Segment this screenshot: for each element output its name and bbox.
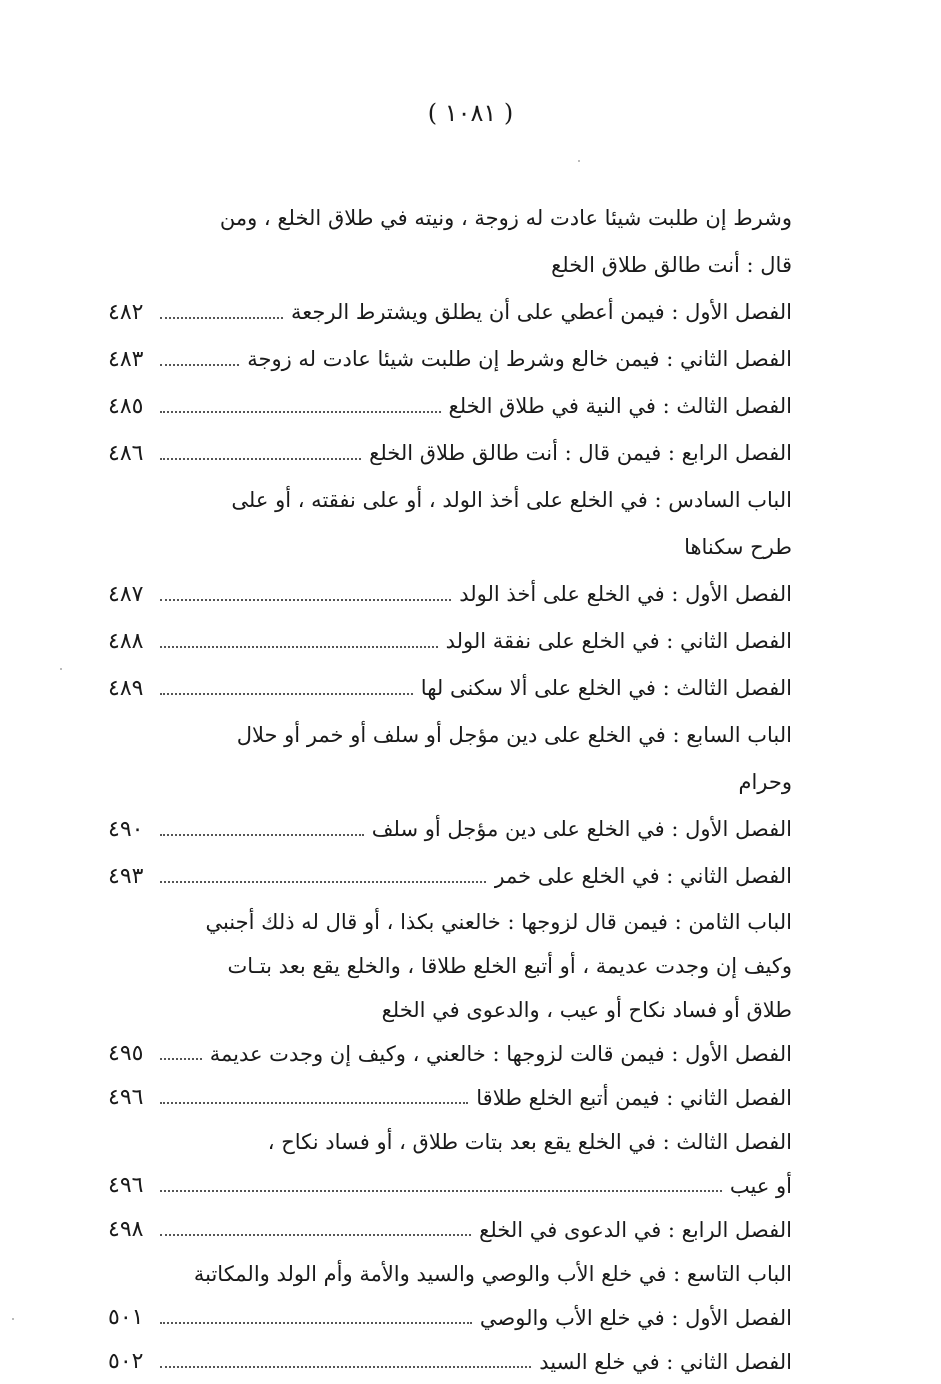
dot-leader xyxy=(160,1190,722,1192)
toc-text: الفصل الأول : في الخلع على دين مؤجل أو سلف xyxy=(371,817,792,841)
toc-text: الفصل الثاني : فيمن أتبع الخلع طلاقا xyxy=(476,1086,792,1110)
toc-line xyxy=(108,1120,792,1164)
toc-line xyxy=(108,759,792,806)
toc-text: الفصل الثالث : في الخلع يقع بعد بتات طلاق ، أو فساد نكاح ، xyxy=(267,1130,792,1154)
dot-leader xyxy=(160,646,438,648)
toc-page-number: ٤٨٩ xyxy=(108,676,144,701)
toc-text: وشرط إن طلبت شيئا عادت له زوجة ، ونيته في طلاق الخلع ، ومن xyxy=(219,206,792,230)
toc-line xyxy=(108,900,792,944)
toc-text: الباب الثامن : فيمن قال لزوجها : خالعني بكذا ، أو قال له ذلك أجنبي xyxy=(205,910,792,934)
toc-entry xyxy=(108,1208,792,1252)
toc-text: الفصل الثاني : في الخلع على خمر xyxy=(494,864,792,888)
toc-text: وكيف إن وجدت عديمة ، أو أتبع الخلع طلاقا ، والخلع يقع بعد بتـات xyxy=(227,954,792,978)
dot-leader xyxy=(160,599,451,601)
toc-entry xyxy=(108,571,792,618)
toc-page-number: ٤٩٦ xyxy=(108,1173,144,1198)
toc-page-number: ٥٠٢ xyxy=(108,1349,144,1374)
toc-entry xyxy=(108,853,792,900)
toc-line xyxy=(108,1252,792,1296)
toc-text: الفصل الثاني : فيمن خالع وشرط إن طلبت شيئا عادت له زوجة xyxy=(247,347,792,371)
toc-page-number: ٤٨٧ xyxy=(108,582,144,607)
toc-line xyxy=(108,524,792,571)
toc-page-number: ٤٨٥ xyxy=(108,394,144,419)
toc-line xyxy=(108,944,792,988)
dot-leader xyxy=(160,834,364,836)
toc-entry xyxy=(108,806,792,853)
toc-line xyxy=(108,242,792,289)
toc-text: قال : أنت طالق طلاق الخلع xyxy=(551,253,792,277)
toc-text: وحرام xyxy=(738,770,792,794)
toc-entry xyxy=(108,289,792,336)
dot-leader xyxy=(160,1102,468,1104)
dot-leader xyxy=(160,364,239,366)
dot-leader xyxy=(160,1058,202,1060)
toc-text: الفصل الرابع : فيمن قال : أنت طالق طلاق الخلع xyxy=(369,441,792,465)
dot-leader xyxy=(160,1366,531,1368)
toc-text: طلاق أو فساد نكاح أو عيب ، والدعوى في الخلع xyxy=(381,998,792,1022)
toc-line xyxy=(108,477,792,524)
toc-text: طرح سكناها xyxy=(684,535,792,559)
toc-entry xyxy=(108,665,792,712)
toc-text: الفصل الرابع : في الدعوى في الخلع xyxy=(479,1218,792,1242)
toc-text: الباب السادس : في الخلع على أخذ الولد ، أو على نفقته ، أو على xyxy=(231,488,792,512)
table-of-contents xyxy=(108,195,792,1384)
toc-entry xyxy=(108,618,792,665)
toc-entry xyxy=(108,1164,792,1208)
toc-page-number: ٤٩٦ xyxy=(108,1085,144,1110)
dot-leader xyxy=(160,458,361,460)
scan-speck xyxy=(12,1318,14,1320)
toc-line xyxy=(108,988,792,1032)
toc-text: الباب التاسع : في خلع الأب والوصي والسيد والأمة وأم الولد والمكاتبة xyxy=(193,1262,792,1286)
toc-text: الفصل الأول : فيمن قالت لزوجها : خالعني ، وكيف إن وجدت عديمة xyxy=(209,1042,792,1066)
toc-page-number: ٤٩٠ xyxy=(108,817,144,842)
toc-entry xyxy=(108,336,792,383)
toc-text: الفصل الأول : فيمن أعطي على أن يطلق ويشترط الرجعة xyxy=(291,300,792,324)
dot-leader xyxy=(160,411,441,413)
scan-speck xyxy=(60,668,62,670)
dot-leader xyxy=(160,693,413,695)
toc-page-number: ٤٨٦ xyxy=(108,441,144,466)
toc-text: الفصل الثالث : في النية في طلاق الخلع xyxy=(448,394,792,418)
toc-text: الفصل الثالث : في الخلع على ألا سكنى لها xyxy=(420,676,792,700)
toc-entry xyxy=(108,383,792,430)
toc-text: الفصل الأول : في الخلع على أخذ الولد xyxy=(459,582,792,606)
toc-text: الباب السابع : في الخلع على دين مؤجل أو سلف أو خمر أو حلال xyxy=(236,723,792,747)
toc-page-number: ٥٠١ xyxy=(108,1305,144,1330)
toc-text: أو عيب xyxy=(729,1174,792,1198)
scan-speck xyxy=(578,160,580,162)
toc-page-number: ٤٨٨ xyxy=(108,629,144,654)
toc-text: الفصل الثاني : في خلع السيد xyxy=(539,1350,792,1374)
toc-page-number: ٤٩٥ xyxy=(108,1041,144,1066)
toc-line xyxy=(108,195,792,242)
dot-leader xyxy=(160,881,486,883)
toc-page-number: ٤٩٣ xyxy=(108,864,144,889)
dot-leader xyxy=(160,317,283,319)
toc-page-number: ٤٩٨ xyxy=(108,1217,144,1242)
dot-leader xyxy=(160,1322,472,1324)
toc-page-number: ٤٨٢ xyxy=(108,300,144,325)
toc-page-number: ٤٨٣ xyxy=(108,347,144,372)
toc-entry xyxy=(108,1340,792,1384)
toc-entry xyxy=(108,1076,792,1120)
toc-text: الفصل الثاني : في الخلع على نفقة الولد xyxy=(445,629,792,653)
page-number: ( ١٠٨١ ) xyxy=(427,99,514,127)
toc-entry xyxy=(108,1296,792,1340)
toc-entry xyxy=(108,430,792,477)
toc-entry xyxy=(108,1032,792,1076)
toc-line xyxy=(108,712,792,759)
dot-leader xyxy=(160,1234,471,1236)
toc-text: الفصل الأول : في خلع الأب والوصي xyxy=(479,1306,792,1330)
